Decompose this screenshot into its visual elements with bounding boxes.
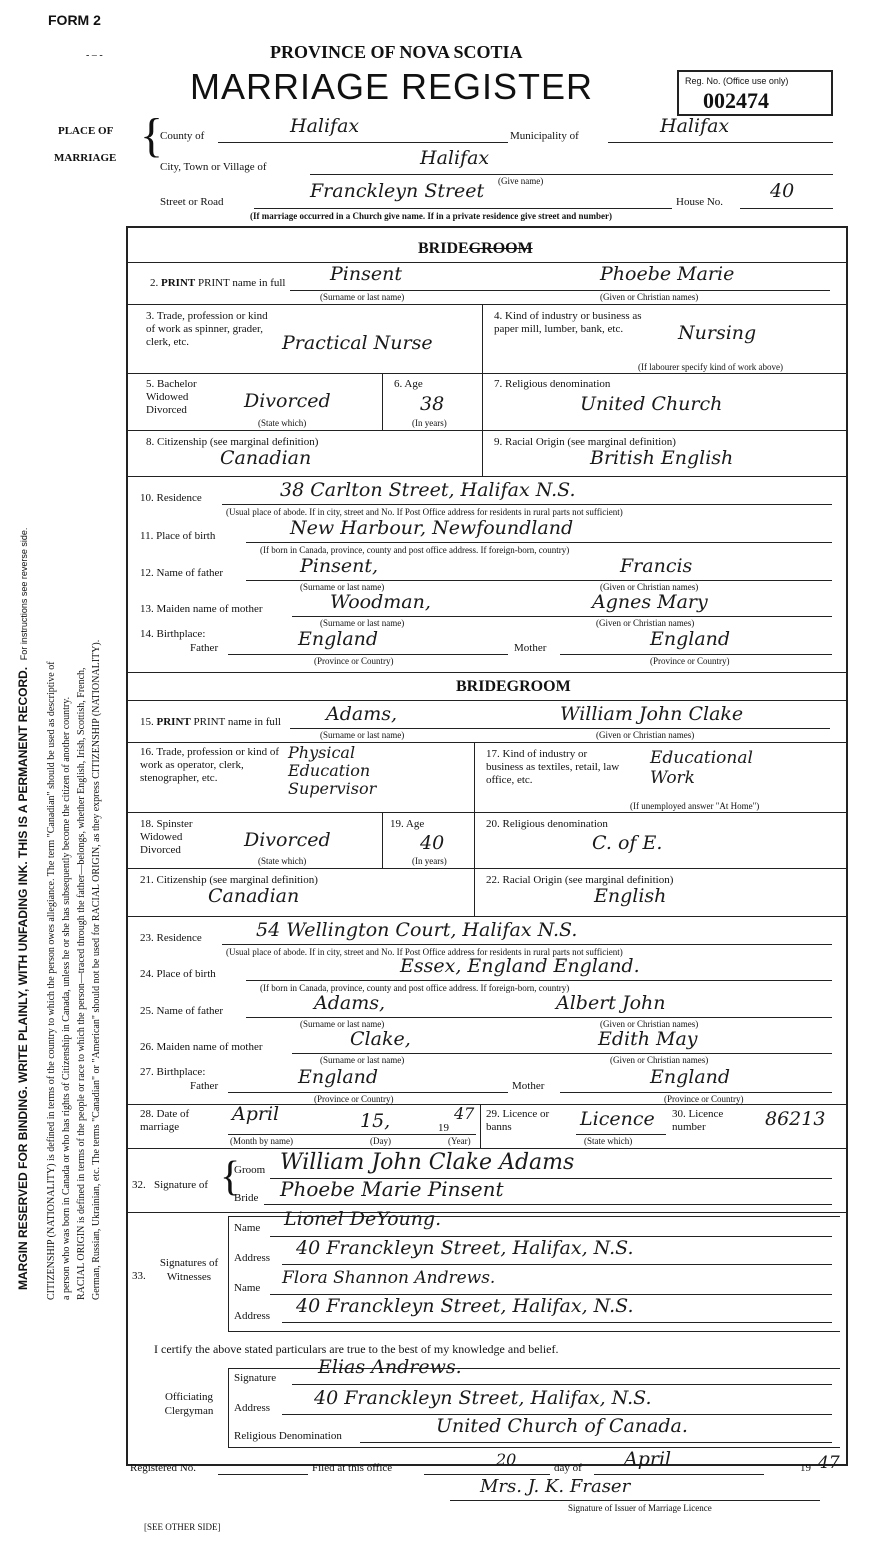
w2-name-label: Name (234, 1282, 261, 1294)
bride-given: Phoebe Marie (600, 263, 735, 285)
bride-birthplace: New Harbour, Newfoundland (290, 517, 574, 539)
groom-status-caption: (State which) (258, 856, 307, 866)
bride-trade-label: 3. Trade, profession or kind of work as spinner, grader, clerk, etc. (146, 310, 268, 348)
groom-racial: English (594, 885, 667, 907)
clergy-sig-label: Signature (234, 1372, 277, 1384)
reg-no-label: Reg. No. (Office use only) (685, 76, 789, 86)
groom-age-label: 19. Age (390, 818, 425, 830)
groom-sig-label: Groom (234, 1164, 266, 1176)
place-label-1: PLACE OF (58, 125, 114, 137)
groom-father-given-caption: (Given or Christian names) (600, 1019, 699, 1029)
marriage-year: 47 (454, 1104, 475, 1123)
registered-no-label: Registered No. (130, 1462, 196, 1474)
bride-racial-label: 9. Racial Origin (see marginal definition) (494, 436, 676, 448)
w1-name: Lionel DeYoung. (284, 1208, 442, 1230)
groom-religion: C. of E. (592, 832, 663, 854)
w1-name-label: Name (234, 1222, 261, 1234)
bride-residence-label: 10. Residence (140, 492, 202, 504)
bride-age-caption: (In years) (412, 418, 447, 428)
bride-father-given-caption: (Given or Christian names) (600, 582, 699, 592)
groom-residence: 54 Wellington Court, Halifax N.S. (256, 919, 578, 941)
bride-birthplace-label: 11. Place of birth (140, 530, 216, 542)
margin-definitions: CITIZENSHIP (NATIONALITY) is defined in terms of the country to which the person owes allegiance. The term "Canadian" should be used as descriptive of a person who was born in Canada or who has rights of Citizenship in Canada, unless he or she has subsequently become the citizen of another country. RACIAL ORIGIN is defined in terms of the people or race to which the person—traced through the father—belongs, whether English, Irish, Scottish, French, German, Russian, Ukrainian, etc. The terms "Canadian" or "American" should not be used for RACIAL ORIGIN, as they express CITIZENSHIP (NATIONALITY). (46, 639, 102, 1300)
issuer-caption: Signature of Issuer of Marriage Licence (568, 1503, 712, 1513)
bride-surname: Pinsent (330, 263, 402, 285)
bride-industry-label: 4. Kind of industry or business as paper mill, lumber, bank, etc. (494, 310, 642, 335)
form-number: FORM 2 (48, 12, 101, 28)
place-brace: { (140, 109, 164, 162)
groom-mother-given: Edith May (598, 1028, 698, 1050)
bride-surname-caption: (Surname or last name) (320, 292, 405, 302)
groom-bp-mother-caption: (Province or Country) (664, 1094, 744, 1104)
bride-bp-father-caption: (Province or Country) (314, 656, 394, 666)
groom-status-label: 18. Spinster Widowed Divorced (140, 818, 193, 856)
groom-father-surname: Adams, (314, 992, 386, 1014)
bride-religion: United Church (580, 393, 723, 415)
filed-year-prefix: 19 (800, 1462, 811, 1474)
city-label: City, Town or Village of (160, 161, 267, 173)
marriage-day: 15, (360, 1110, 391, 1132)
groom-print-label: 15. PRINT PRINT name in full (140, 716, 281, 728)
groom-bp-mother: England (650, 1066, 731, 1088)
clergy-signature: Elias Andrews. (318, 1356, 462, 1378)
bride-citizenship-label: 8. Citizenship (see marginal definition) (146, 436, 319, 448)
margin-binding-note: MARGIN RESERVED FOR BINDING. WRITE PLAINLY, WITH UNFADING INK. THIS IS A PERMANENT RECORD. For instructions see reverse side. (16, 527, 30, 1290)
marriage-year-prefix: 19 (438, 1122, 449, 1134)
w2-address-label: Address (234, 1310, 271, 1322)
marriage-month: April (232, 1103, 280, 1125)
certify-statement: I certify the above stated particulars are true to the best of my knowledge and belief. (154, 1342, 559, 1356)
groom-mother-given-caption: (Given or Christian names) (610, 1055, 709, 1065)
groom-bp-father: England (298, 1066, 379, 1088)
groom-given: William John Clake (560, 703, 744, 725)
bride-signature: Phoebe Marie Pinsent (280, 1177, 504, 1201)
groom-father-given: Albert John (556, 992, 666, 1014)
filed-year: 47 (818, 1453, 840, 1473)
w2-address: 40 Franckleyn Street, Halifax, N.S. (296, 1295, 634, 1317)
filed-label: Filed at this office (312, 1462, 393, 1474)
page-title: MARRIAGE REGISTER (190, 66, 594, 107)
reg-no-box (677, 70, 833, 116)
see-other-side: [SEE OTHER SIDE] (144, 1522, 221, 1532)
municipality-label: Municipality of (510, 130, 579, 142)
bride-industry-note: (If labourer specify kind of work above) (638, 362, 783, 372)
bride-industry: Nursing (678, 322, 757, 344)
groom-birthplace-label: 24. Place of birth (140, 968, 216, 980)
w2-name: Flora Shannon Andrews. (282, 1268, 496, 1288)
bride-heading: BRIDEGROOM (418, 240, 533, 257)
street-note: (If marriage occurred in a Church give name. If in a private residence give street and number) (250, 211, 613, 221)
give-name-caption: (Give name) (498, 176, 544, 186)
bride-bp-mother-label: Mother (514, 642, 547, 654)
groom-heading: BRIDEGROOM (456, 678, 571, 695)
groom-industry: Educational Work (650, 748, 753, 788)
bride-birthplace-note: (If born in Canada, province, county and post office address. If foreign-born, country) (260, 545, 570, 555)
groom-citizenship-label: 21. Citizenship (see marginal definition) (140, 874, 318, 886)
bride-bp-father: England (298, 628, 379, 650)
groom-residence-note: (Usual place of abode. If in city, street and No. If Post Office address for residents in rural parts not sufficient) (226, 947, 623, 957)
groom-bp-father-label: Father (190, 1080, 219, 1092)
groom-mother-surname-caption: (Surname or last name) (320, 1055, 405, 1065)
bride-racial: British English (590, 447, 734, 469)
bride-age-label: 6. Age (394, 378, 423, 390)
bride-residence: 38 Carlton Street, Halifax N.S. (280, 479, 576, 501)
dash-mark: - ‒ - (86, 50, 103, 61)
bride-bp-label: 14. Birthplace: (140, 628, 206, 640)
bride-religion-label: 7. Religious denomination (494, 378, 611, 390)
clergy-address: 40 Franckleyn Street, Halifax, N.S. (314, 1387, 652, 1409)
groom-age: 40 (420, 832, 445, 854)
groom-father-label: 25. Name of father (140, 1005, 224, 1017)
bride-bp-mother: England (650, 628, 731, 650)
clergy-address-label: Address (234, 1402, 271, 1414)
w1-address: 40 Franckleyn Street, Halifax, N.S. (296, 1237, 634, 1259)
filed-day: 20 (496, 1450, 517, 1469)
groom-bp-father-caption: (Province or Country) (314, 1094, 394, 1104)
municipality-value: Halifax (660, 115, 730, 137)
licence-no-label: 30. Licence number (672, 1108, 724, 1133)
county-label: County of (160, 130, 205, 142)
groom-citizenship: Canadian (208, 885, 300, 907)
marriage-date-label: 28. Date of marriage (140, 1108, 190, 1133)
clergy-rel-label: Religious Denomination (234, 1430, 342, 1442)
bride-bp-mother-caption: (Province or Country) (650, 656, 730, 666)
reg-no-value: 002474 (703, 88, 769, 113)
bride-citizenship: Canadian (220, 447, 312, 469)
groom-industry-label: 17. Kind of industry or business as textiles, retail, law office, etc. (486, 748, 620, 786)
groom-mother-surname: Clake, (350, 1028, 411, 1050)
clergy-denomination: United Church of Canada. (436, 1415, 688, 1437)
witness-number: 33. (132, 1270, 146, 1282)
groom-religion-label: 20. Religious denomination (486, 818, 608, 830)
bride-status-caption: (State which) (258, 418, 307, 428)
bride-residence-note: (Usual place of abode. If in city, street and No. If Post Office address for residents in rural parts not sufficient) (226, 507, 623, 517)
groom-trade: Physical Education Supervisor (288, 743, 377, 798)
groom-bp-label: 27. Birthplace: (140, 1066, 206, 1078)
bride-sig-label: Bride (234, 1192, 259, 1204)
bride-age: 38 (420, 393, 445, 415)
county-value: Halifax (290, 115, 360, 137)
house-label: House No. (676, 196, 724, 208)
bride-father-label: 12. Name of father (140, 567, 224, 579)
signature-brace: { (220, 1154, 241, 1200)
bride-father-given: Francis (620, 555, 693, 577)
licence-no-value: 86213 (765, 1108, 826, 1130)
groom-birthplace-note: (If born in Canada, province, county and post office address. If foreign-born, country) (260, 983, 570, 993)
groom-given-caption: (Given or Christian names) (596, 730, 695, 740)
filed-month: April (624, 1448, 672, 1470)
licence-value: Licence (580, 1108, 655, 1130)
signature-of-label: 32. Signature of (132, 1179, 209, 1191)
bride-mother-surname: Woodman, (330, 591, 431, 613)
bride-given-caption: (Given or Christian names) (600, 292, 699, 302)
groom-age-caption: (In years) (412, 856, 447, 866)
bride-trade: Practical Nurse (282, 332, 433, 354)
groom-surname: Adams, (326, 703, 398, 725)
bride-print-label: 2. PRINT PRINT name in full (150, 277, 286, 289)
licence-caption: (State which) (584, 1136, 633, 1146)
groom-bp-mother-label: Mother (512, 1080, 545, 1092)
groom-birthplace: Essex, England England. (400, 955, 640, 977)
clergy-label: Officiating Clergyman (164, 1391, 214, 1417)
issuer-signature: Mrs. J. K. Fraser (480, 1476, 631, 1497)
groom-surname-caption: (Surname or last name) (320, 730, 405, 740)
groom-residence-label: 23. Residence (140, 932, 202, 944)
day-of-label: day of (554, 1462, 582, 1474)
groom-trade-label: 16. Trade, profession or kind of work as operator, clerk, stenographer, etc. (140, 746, 280, 784)
bride-mother-given: Agnes Mary (592, 591, 708, 613)
house-value: 40 (770, 180, 795, 202)
marriage-month-caption: (Month by name) (230, 1136, 293, 1146)
bride-father-surname: Pinsent, (300, 555, 379, 577)
marriage-day-caption: (Day) (370, 1136, 391, 1146)
bride-status: Divorced (244, 390, 331, 412)
groom-mother-label: 26. Maiden name of mother (140, 1041, 263, 1053)
licence-label: 29. Licence or banns (486, 1108, 550, 1133)
city-value: Halifax (420, 147, 490, 169)
bride-father-surname-caption: (Surname or last name) (300, 582, 385, 592)
groom-signature: William John Clake Adams (280, 1150, 575, 1175)
witness-label: Signatures of Witnesses (159, 1257, 219, 1283)
place-label-2: MARRIAGE (54, 152, 117, 164)
w1-address-label: Address (234, 1252, 271, 1264)
marriage-year-caption: (Year) (448, 1136, 471, 1146)
groom-status: Divorced (244, 829, 331, 851)
street-label: Street or Road (160, 196, 224, 208)
bride-mother-label: 13. Maiden name of mother (140, 603, 263, 615)
groom-father-surname-caption: (Surname or last name) (300, 1019, 385, 1029)
bride-mother-given-caption: (Given or Christian names) (596, 618, 695, 628)
bride-bp-father-label: Father (190, 642, 219, 654)
street-value: Franckleyn Street (310, 180, 485, 202)
province-heading: PROVINCE OF NOVA SCOTIA (270, 42, 523, 62)
bride-status-label: 5. Bachelor Widowed Divorced (146, 378, 197, 416)
groom-industry-note: (If unemployed answer "At Home") (630, 801, 760, 811)
groom-racial-label: 22. Racial Origin (see marginal definition) (486, 874, 674, 886)
bride-mother-surname-caption: (Surname or last name) (320, 618, 405, 628)
